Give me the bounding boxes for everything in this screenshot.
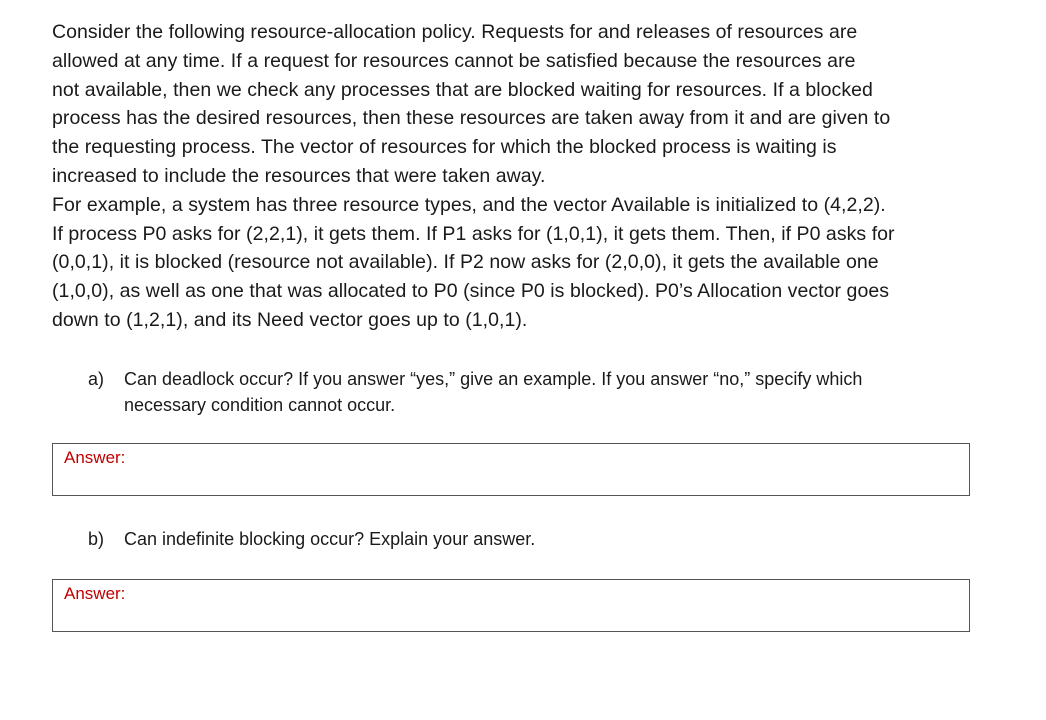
paragraph-line: (1,0,0), as well as one that was allocated to P0 (since P0 is blocked). P0’s Allocation vector goes (52, 280, 890, 303)
problem-statement (52, 18, 982, 335)
paragraph-line: increased to include the resources that were taken away. (52, 164, 546, 187)
question-a-text-line-2: necessary condition cannot occur. (124, 395, 396, 415)
paragraph-line: not available, then we check any processes that are blocked waiting for resources. If a blocked (52, 78, 873, 101)
paragraph-line: the requesting process. The vector of resources for which the blocked process is waiting is (52, 136, 837, 159)
paragraph-line: allowed at any time. If a request for resources cannot be satisfied because the resources are (52, 49, 856, 72)
paragraph-line: (0,0,1), it is blocked (resource not available). If P2 now asks for (2,0,0), it gets the available one (52, 251, 879, 274)
answer-a-field[interactable] (52, 443, 970, 496)
question-a (88, 366, 862, 418)
paragraph-line: For example, a system has three resource types, and the vector Available is initialized to (4,2,2). (52, 193, 886, 216)
paragraph-line: down to (1,2,1), and its Need vector goes up to (1,0,1). (52, 308, 528, 331)
question-a-label: a) (88, 369, 105, 389)
paragraph-line: If process P0 asks for (2,2,1), it gets them. If P1 asks for (1,0,1), it gets them. Then, if P0 asks for (52, 222, 895, 245)
answer-b-field[interactable] (52, 579, 970, 632)
paragraph-line: process has the desired resources, then these resources are taken away from it and are given to (52, 107, 891, 130)
question-b-text-line-1: Can indefinite blocking occur? Explain your answer. (124, 529, 536, 549)
answer-a-label: Answer: (64, 448, 126, 467)
question-a-text-line-1: Can deadlock occur? If you answer “yes,” give an example. If you answer “no,” specify which (124, 369, 863, 389)
answer-b-label: Answer: (64, 584, 126, 603)
question-b (88, 526, 535, 552)
paragraph-line: Consider the following resource-allocation policy. Requests for and releases of resources are (52, 21, 858, 43)
question-b-label: b) (88, 529, 105, 549)
